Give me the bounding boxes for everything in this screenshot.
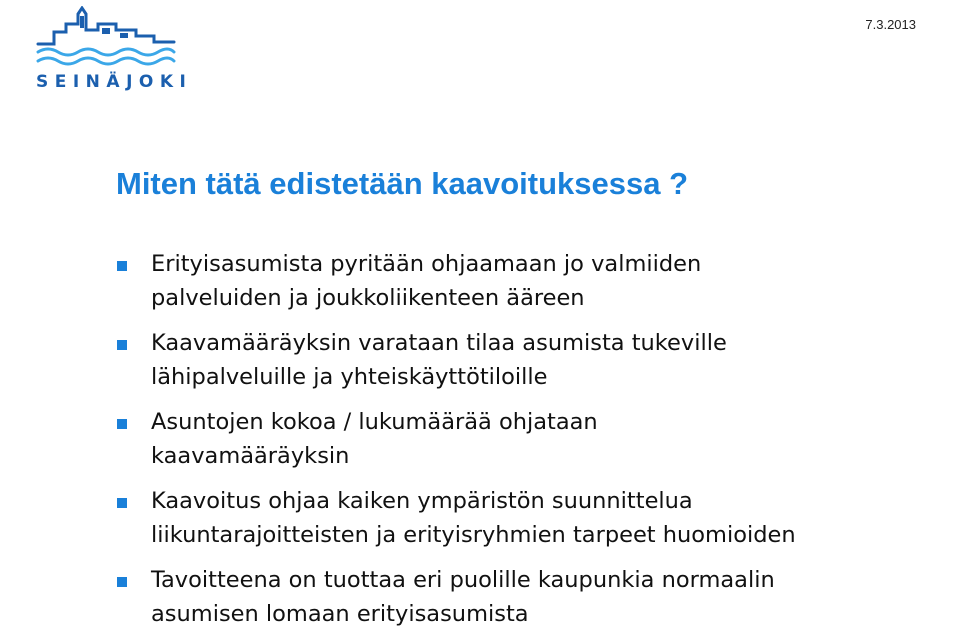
- bullet-item: [117, 326, 947, 394]
- bullet-line: Kaavamääräyksin varataan tilaa asumista tukeville: [151, 330, 727, 356]
- square-bullet-icon: [117, 340, 127, 350]
- bullet-line: liikuntarajoitteisten ja erityisryhmien tarpeet huomioiden: [151, 522, 796, 548]
- logo-wordmark: SEINÄJOKI: [36, 72, 193, 92]
- bullet-item: [117, 484, 947, 552]
- square-bullet-icon: [117, 498, 127, 508]
- seinajoki-logo: [36, 6, 193, 96]
- square-bullet-icon: [117, 261, 127, 271]
- bullet-line: Tavoitteena on tuottaa eri puolille kaupunkia normaalin: [151, 567, 775, 593]
- city-skyline-logo-icon: [36, 6, 176, 68]
- bullet-line: lähipalveluille ja yhteiskäyttötiloille: [151, 364, 548, 390]
- slide-title: Miten tätä edistetään kaavoituksessa ?: [116, 166, 689, 201]
- slide-date: 7.3.2013: [865, 17, 916, 32]
- bullet-line: Erityisasumista pyritään ohjaamaan jo valmiiden: [151, 251, 702, 277]
- bullet-line: Asuntojen kokoa / lukumäärää ohjataan: [151, 409, 598, 435]
- bullet-item: [117, 563, 947, 631]
- bullet-line: Kaavoitus ohjaa kaiken ympäristön suunnittelua: [151, 488, 693, 514]
- square-bullet-icon: [117, 577, 127, 587]
- square-bullet-icon: [117, 419, 127, 429]
- bullet-line: asumisen lomaan erityisasumista: [151, 601, 529, 627]
- bullet-item: [117, 247, 947, 315]
- bullet-line: kaavamääräyksin: [151, 443, 350, 469]
- bullet-list: [117, 247, 947, 631]
- bullet-line: palveluiden ja joukkoliikenteen ääreen: [151, 285, 585, 311]
- bullet-item: [117, 405, 947, 473]
